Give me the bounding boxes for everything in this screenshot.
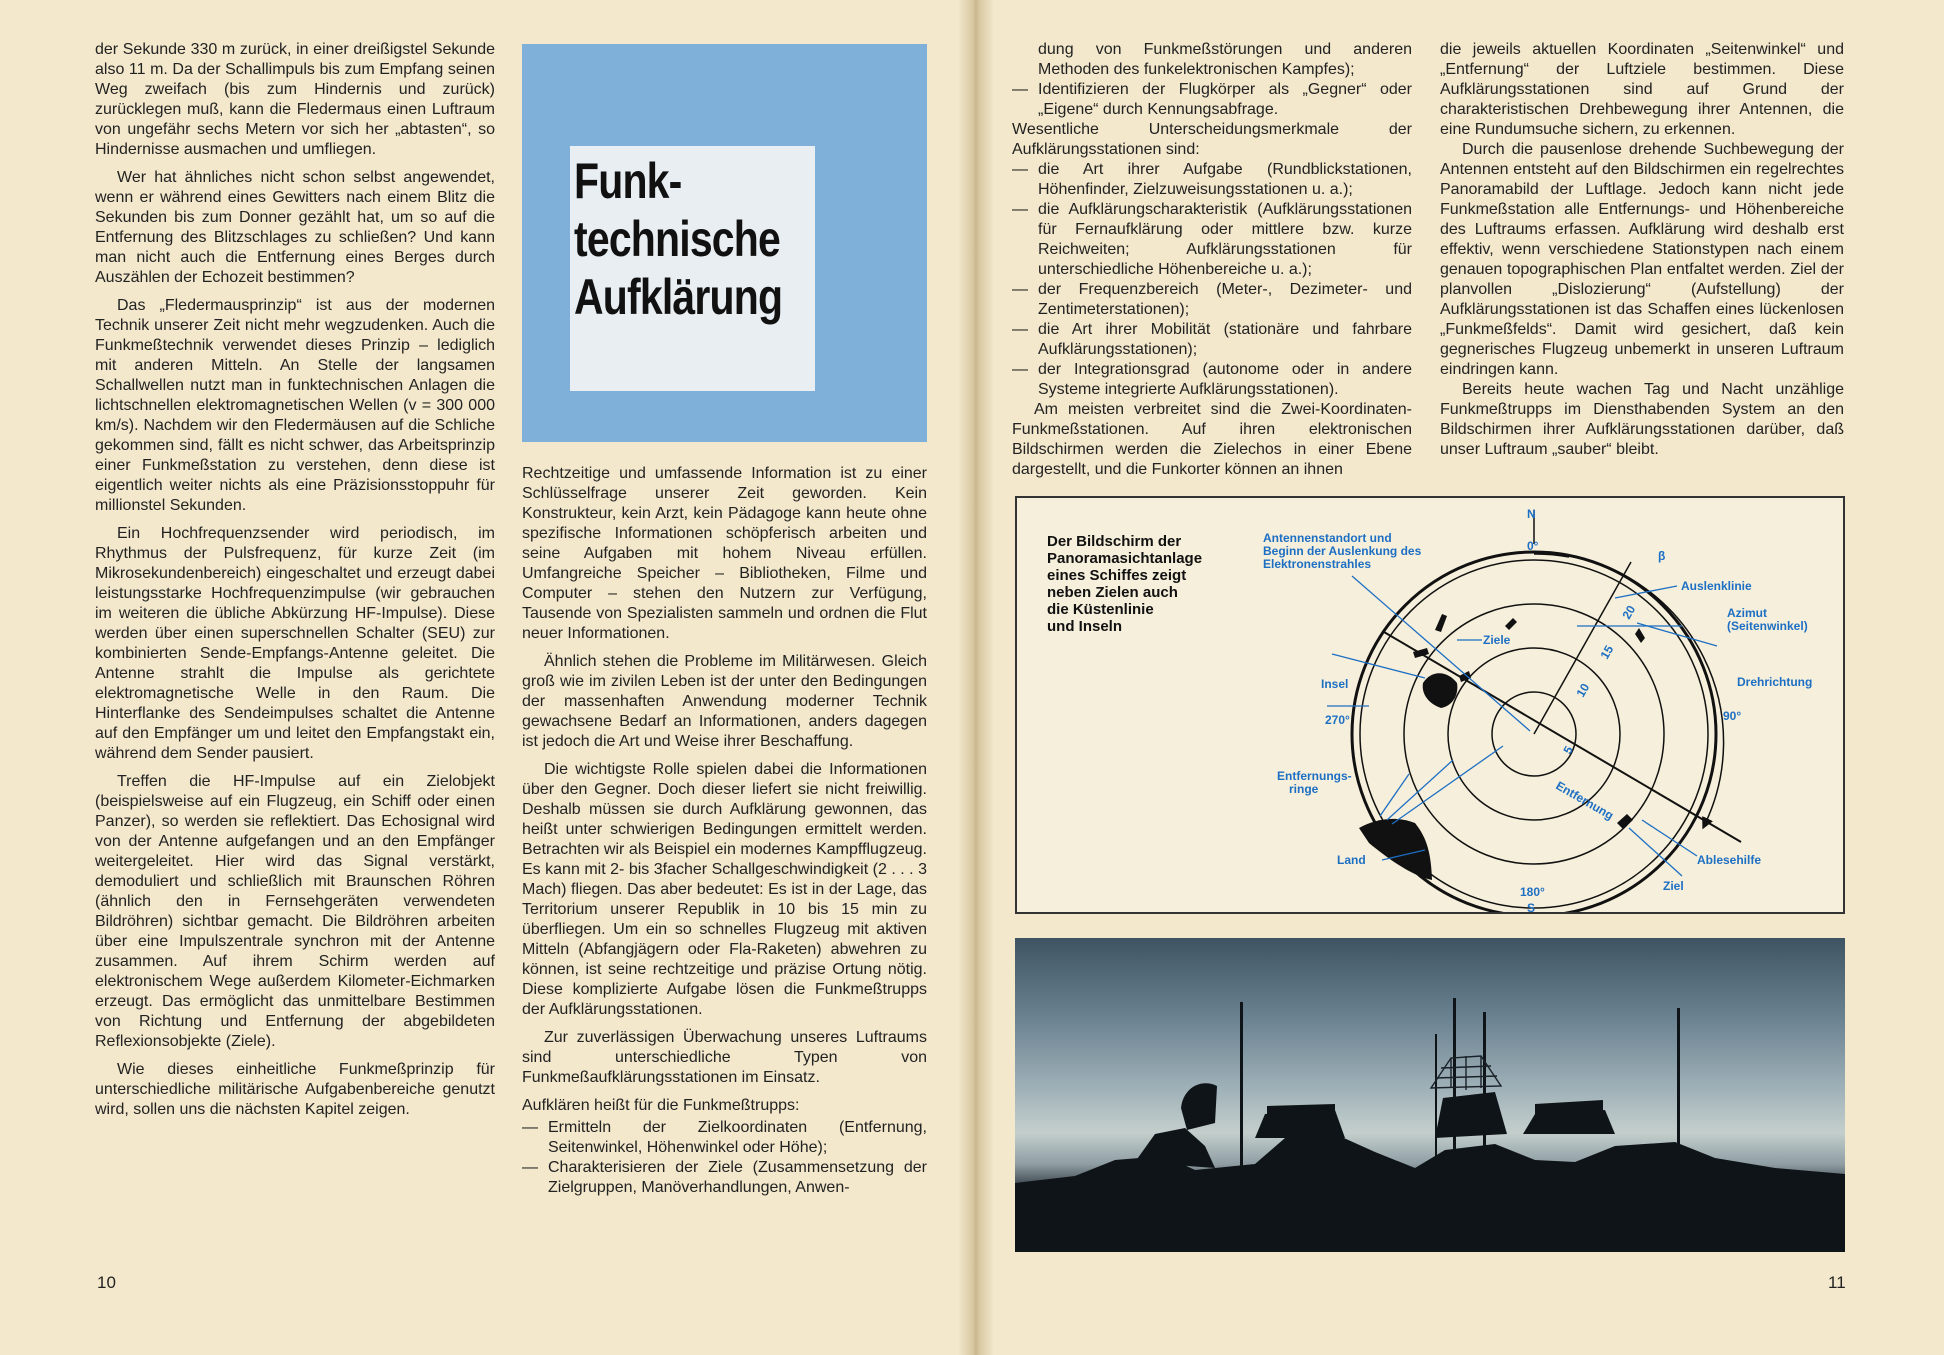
target-echo — [1635, 628, 1645, 643]
paragraph: dung von Funkmeßstörungen und anderen Methoden des funkelektronischen Kampfes); — [1038, 41, 1412, 78]
radar-stations-photo — [1015, 938, 1845, 1252]
range-label: 15 — [1597, 642, 1617, 662]
ziele-label: Ziele — [1483, 633, 1511, 647]
paragraph: Durch die pausenlose drehende Suchbewegung der Antennen entsteht auf den Bildschirmen ein regelrechtes Panoramabild der Luftlage. Jedoch kann nicht jede Funkmeßstation alle Entfernungs- und Höhenbereiche des Luftraums erfassen. Aufklärung wird deshalb erst effektiv, wenn verschiedene Stationstypen nach einem genauen topographischen Plan entfaltet werden. Ziel der planvollen „Dislozierung“ (Aufstellung) der Aufklärungsstationen ist das Schaffen eines lückenlosen „Funkmeßfelds“. Damit wird gesichert, daß kein gegnerisches Flugzeug unbemerkt in unseren Luftraum eindringen kann. — [1440, 141, 1844, 378]
entfernung-label: Entfernung — [1553, 778, 1616, 823]
caption-line: neben Zielen auch — [1047, 584, 1178, 601]
photo-silhouettes — [1015, 998, 1845, 1252]
paragraph: Ähnlich stehen die Probleme im Militärwesen. Gleich groß wie im zivilen Leben ist der unter den Bedingungen der massenhaften Anwendung moderner Technik gewachsene Bedarf an Informationen, anders dagegen ist jedoch die Art und Weise ihrer Beschaffung. — [522, 653, 927, 750]
left-page-column-1 — [95, 40, 495, 1128]
paragraph: die jeweils aktuellen Koordinaten „Seitenwinkel“ und „Entfernung“ der Luftziele bestimmen. Diese Aufklärungsstationen sind auf Grund der charakteristischen Drehbewegung ihrer Antennen, die eine Rundumsuche sichern, zu erkennen. — [1440, 41, 1844, 138]
island-mass — [1423, 673, 1458, 708]
paragraph: Bereits heute wachen Tag und Nacht unzählige Funkmeßtrupps im Diensthabenden System an den Bildschirmen ihrer Aufklärungsstationen darüber, daß unser Luftraum „sauber“ bleibt. — [1440, 381, 1844, 458]
page-number-left: 10 — [97, 1273, 116, 1292]
list-item: — der Integrationsgrad (autonome oder in andere Systeme integrierte Aufklärungsstationen). — [1012, 360, 1412, 400]
beta-label: β — [1658, 549, 1666, 563]
list-item: — Ermitteln der Zielkoordinaten (Entfernung, Seitenwinkel, Höhenwinkel oder Höhe); — [522, 1118, 927, 1158]
paragraph: Treffen die HF-Impulse auf ein Zielobjekt (beispielsweise auf ein Flugzeug, ein Schiff oder einen Panzer), so werden sie reflektiert. Das Echosignal wird von der Antenne aufgefangen und an den Empfänger weitergeleitet. Hier wird das Signal verstärkt, demoduliert und schließlich mit Braunschen Röhren (ähnlich den in Fernsehgeräten verwendeten Bildröhren) sichtbar gemacht. Die Bildröhren arbeiten über eine Impulszentrale synchron mit der Antenne zusammen. Auf ihrem Schirm werden auf elektronischem Wege außerdem Kilometer-Eichmarken erzeugt. Das ermöglicht das unmittelbare Bestimmen von Richtung und Entfernung der abgebildeten Reflexionsobjekte (Ziele). — [95, 773, 495, 1050]
paragraph: Wesentliche Unterscheidungsmerkmale der Aufklärungsstationen sind: — [1012, 121, 1412, 158]
caption-line: eines Schiffes zeigt — [1047, 567, 1187, 584]
antenna-label: Beginn der Auslenkung des — [1263, 544, 1422, 558]
page-number-right: 11 — [1828, 1273, 1846, 1292]
paragraph: der Sekunde 330 m zurück, in einer dreißigstel Sekunde also 11 m. Da der Schallimpuls bis zum Empfang seinen Weg zweifach (bis zum Hindernis und zurück) zurücklegen muß, kann die Fledermaus einen Luftraum von ungefähr sechs Metern vor sich her „abtasten“, so Hindernisse ausmachen und umfliegen. — [95, 41, 495, 158]
south-label: S — [1527, 901, 1536, 912]
target-echo — [1617, 814, 1633, 829]
paragraph: Aufklären heißt für die Funkmeßtrupps: — [522, 1097, 800, 1114]
title-line-3: Aufklärung — [574, 269, 783, 325]
north-label: N — [1527, 507, 1536, 521]
radar-diagram-svg — [1017, 498, 1843, 912]
list-item: — die Art ihrer Aufgabe (Rundblickstationen, Höhenfinder, Zielzuweisungsstationen u. a.); — [1012, 160, 1412, 200]
paragraph: Am meisten verbreitet sind die Zwei-Koordinaten-Funkmeßstationen. Auf ihren elektronischen Bildschirmen werden die Zielechos in einer Ebene dargestellt, und die Funkorter können an ihnen — [1012, 401, 1412, 478]
deg180-label: 180° — [1520, 885, 1545, 899]
title-line-2: technische — [574, 211, 780, 267]
diagram-labels — [1263, 507, 1812, 912]
caption-line: die Küstenlinie — [1047, 601, 1154, 618]
title-line-1: Funk- — [574, 153, 682, 209]
land-mass — [1359, 819, 1432, 880]
land-label: Land — [1337, 853, 1366, 867]
range-label: 10 — [1573, 680, 1593, 700]
list-item: — der Frequenzbereich (Meter-, Dezimeter- und Zentimeterstationen); — [1012, 280, 1412, 320]
list-item: — Charakterisieren der Ziele (Zusammensetzung der Zielgruppen, Manöverhandlungen, Anwen- — [522, 1158, 927, 1198]
target-echo — [1505, 618, 1517, 630]
paragraph: Zur zuverlässigen Überwachung unseres Luftraums sind unterschiedliche Typen von Funkmeßaufklärungsstationen im Einsatz. — [522, 1029, 927, 1086]
ablesehilfe-label: Ablesehilfe — [1697, 853, 1762, 867]
list-item: — die Aufklärungscharakteristik (Aufklärungsstationen für Fernaufklärung oder mittlere bzw. kurze Reichweiten; Aufklärungsstationen für unterschiedliche Höhenbereiche u. a.); — [1012, 200, 1412, 280]
right-page-column-1 — [1012, 40, 1412, 488]
radar-screen-diagram — [1015, 496, 1845, 914]
photo-svg — [1015, 938, 1845, 1252]
sweep-line — [1384, 632, 1741, 842]
deg0-label: 0° — [1527, 539, 1539, 553]
ziel-label: Ziel — [1663, 879, 1684, 893]
insel-label: Insel — [1321, 677, 1349, 691]
target-echo — [1435, 614, 1447, 632]
entfernungsringe-label: Entfernungs- — [1277, 769, 1352, 783]
caption-line: und Inseln — [1047, 618, 1122, 635]
azimut-label: (Seitenwinkel) — [1727, 619, 1808, 633]
target-echo — [1459, 671, 1471, 682]
paragraph: Wie dieses einheitliche Funkmeßprinzip für unterschiedliche militärische Aufgabenbereiche genutzt wird, sollen uns die nächsten Kapitel zeigen. — [95, 1061, 495, 1118]
drehrichtung-label: Drehrichtung — [1737, 675, 1813, 689]
left-page-column-2 — [522, 464, 927, 1204]
paragraph: Die wichtigste Rolle spielen dabei die Informationen über den Gegner. Doch dieser liefert sie nicht freiwillig. Deshalb müssen sie durch Aufklärung gewonnen, das heißt unter schwierigen Bedingungen ermittelt werden. Betrachten wir als Beispiel ein modernes Kampfflugzeug. Es kann mit 2- bis 3facher Schallgeschwindigkeit (2 . . . 3 Mach) fliegen. Das aber bedeutet: Es ist in der Lage, das Territorium unserer Republik in 10 bis 15 min zu überfliegen. Um ein so schnelles Flugzeug mit aktiven Mitteln (Abfangjägern oder Fla-Raketen) abwehren zu können, ist seine rechtzeitige und präzise Ortung nötig. Diese komplizierte Aufgabe lösen die Funkmeßtrupps der Aufklärungsstationen. — [522, 761, 927, 1018]
range-label: 20 — [1619, 602, 1639, 622]
caption-line: Panoramasichtanlage — [1047, 550, 1203, 567]
ausenklinie-label: Auslenklinie — [1681, 579, 1752, 593]
range-label: 5 — [1560, 743, 1576, 757]
paragraph: Rechtzeitige und umfassende Information ist zu einer Schlüsselfrage unserer Zeit geworden. Kein Konstrukteur, kein Arzt, kein Pädagoge kann heute ohne spezifische Informationen schöpferisch arbeiten und seine Aufgaben mit hohem Niveau erfüllen. Umfangreiche Speicher – Bibliotheken, Filme und Computer – stehen den Nutzern zur Verfügung, Tausende von Spezialisten sammeln und ordnen die Flut neuer Informationen. — [522, 465, 927, 642]
diagram-caption — [1047, 533, 1202, 635]
entfernungsringe-label: ringe — [1289, 782, 1319, 796]
photo-antenna-lattice — [1431, 1056, 1501, 1090]
antenna-label: Antennenstandort und — [1263, 531, 1392, 545]
bullet-list — [1012, 160, 1412, 400]
paragraph: Das „Fledermausprinzip“ ist aus der modernen Technik unserer Zeit nicht mehr wegzudenken. Auch die Funkmeßtechnik verwendet dieses Prinzip – lediglich mit anderen Mitteln. An Stelle der langsamen Schallwellen nutzt man in funktechnischen Anlagen die lichtschnellen elektromagnetischen Wellen (v = 300 000 km/s). Nachdem wir den Fledermäusen auf die Schliche gekommen sind, fällt es nicht schwer, das Arbeitsprinzip einer Funkmeßstation zu verstehen, denn diese ist eigentlich weiter nichts als eine Präzisionsstoppuhr für millionstel Sekunden. — [95, 297, 495, 514]
deg90-label: 90° — [1723, 709, 1742, 723]
chapter-title — [574, 152, 782, 326]
list-item: — Identifizieren der Flugkörper als „Gegner“ oder „Eigene“ durch Kennungsabfrage. — [1012, 80, 1412, 120]
caption-line: Der Bildschirm der — [1047, 533, 1182, 550]
deg270-label: 270° — [1325, 713, 1350, 727]
book-gutter — [958, 0, 994, 1355]
paragraph: Ein Hochfrequenzsender wird periodisch, im Rhythmus der Pulsfrequenz, für kurze Zeit (im Mikrosekundenbereich) eingeschaltet und erzeugt dabei leistungsstarke Hochfrequenzimpulse (wir gebrauchen im weiteren die übliche Abkürzung HF-Impulse). Diese werden über einen superschnellen Schalter (SEU) zur kombinierten Sende-Empfangs-Antenne geleitet. Die Antenne strahlt die Impulse als gerichtete elektromagnetische Welle in den Raum. Die Hinterflanke des Sendeimpulses schaltet die Antenne auf den Empfänger um und leitet den Empfangstakt ein, während dem Sender pausiert. — [95, 525, 495, 762]
paragraph: Wer hat ähnliches nicht schon selbst angewendet, wenn er während eines Gewitters nach einem Blitz die Sekunden bis zum Donner gezählt hat, um so auf die Entfernung des Blitzschlages zu schließen? Und kann man nicht auch die Entfernung eines Berges durch Auszählen der Echozeit bestimmen? — [95, 169, 495, 286]
antenna-label: Elektronenstrahles — [1263, 557, 1372, 571]
list-item: — die Art ihrer Mobilität (stationäre und fahrbare Aufklärungsstationen); — [1012, 320, 1412, 360]
right-page-column-2 — [1440, 40, 1844, 468]
bullet-list — [522, 1118, 927, 1198]
azimut-label: Azimut — [1727, 606, 1767, 620]
bullet-list — [1012, 80, 1412, 120]
chapter-title-box — [522, 44, 927, 442]
